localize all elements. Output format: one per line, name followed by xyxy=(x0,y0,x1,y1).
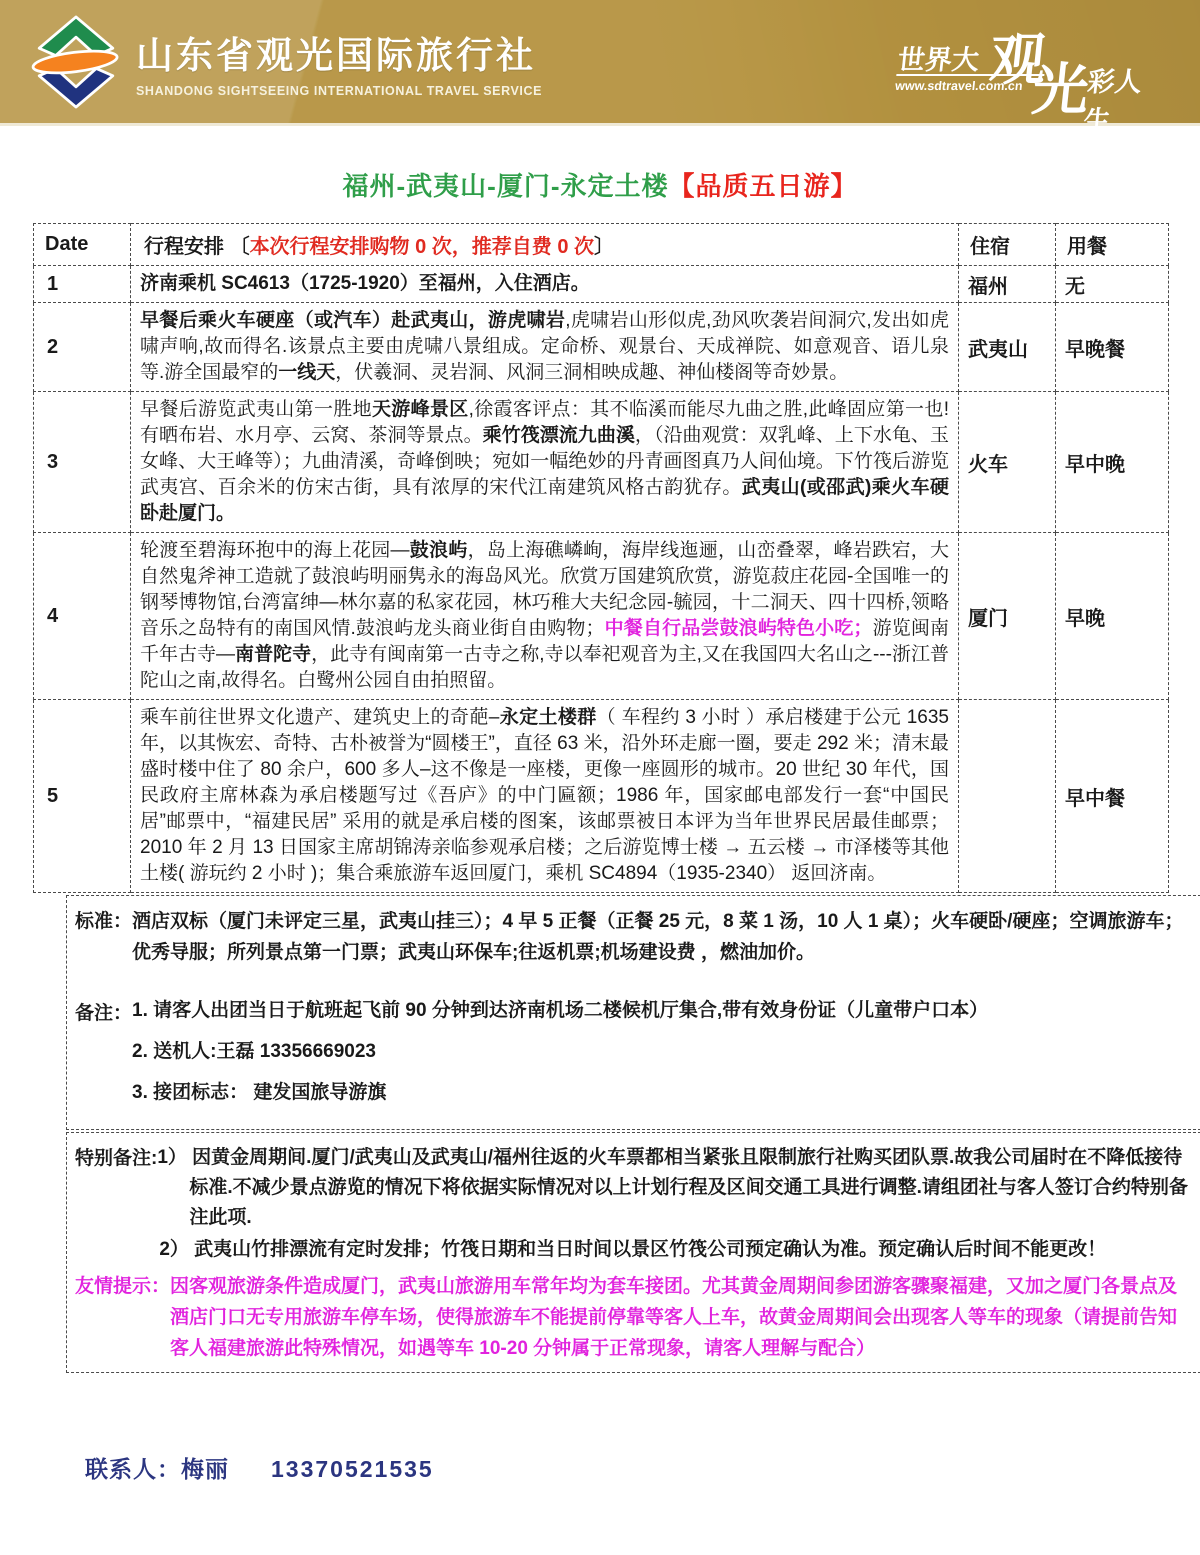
text-segment: 早餐后乘火车硬座（或汽车）赴武夷山，游虎啸岩 xyxy=(140,310,566,331)
friendly-tip-text: 因客观旅游条件造成厦门，武夷山旅游用车常年均为套车接团。尤其黄金周期间参团游客骤聚福建，又加之厦门各景点及酒店门口无专用旅游车停车场，使得旅游车不能提前停靠等客人上车，故黄金周期间会出现客人等车的现象（请提前告知客人福建旅游此特殊情况，如遇等车 10-20 分钟属于正常现象，请客人理解与配合） xyxy=(170,1276,1178,1359)
contact-name: 梅丽 xyxy=(181,1456,229,1482)
meals-value: 早晚餐 xyxy=(1056,303,1169,392)
text-segment: ，伏羲洞、灵岩洞、风洞三洞相映成趣、神仙楼阁等奇妙景。 xyxy=(335,362,849,383)
contact-phone: 13370521535 xyxy=(271,1456,434,1482)
itinerary-table xyxy=(33,223,1169,893)
friendly-tip-row xyxy=(75,1271,1190,1364)
notes-items xyxy=(132,998,988,1121)
itinerary-row-day-5 xyxy=(34,700,1169,893)
contact-label: 联系人： xyxy=(85,1456,181,1482)
slogan-char-guan: 观 xyxy=(986,28,1050,91)
itinerary-row-day-1 xyxy=(34,266,1169,303)
text-segment: ,虎啸岩山形似虎,劲风吹袭岩间洞穴,发出如虎啸声响,故而得名.该景点主要由虎啸八景组成。定命桥、观景台、天成禅院、如意观音、语儿泉等.游全国最窄的 xyxy=(140,310,949,383)
company-name-en: SHANDONG SIGHTSEEING INTERNATIONAL TRAVEL SERVICE xyxy=(136,84,543,98)
standards-notes-box xyxy=(66,895,1200,1130)
text-segment: 早餐后游览武夷山第一胜地 xyxy=(140,399,372,420)
meals-value: 早中餐 xyxy=(1056,700,1169,893)
text-segment: 武夷山(或邵武)乘火车硬卧赴厦门。 xyxy=(140,477,949,524)
special-notes-label: 特别备注: xyxy=(75,1148,158,1169)
special-notes-row xyxy=(75,1143,1190,1265)
company-identity xyxy=(136,25,542,98)
company-logo-icon xyxy=(30,14,122,110)
text-segment: （ 车程约 3 小时 ）承启楼建于公元 1635 年，以其恢宏、奇特、古朴被誉为“圆楼王”，直径 63 米，沿外环走廊一圈，要走 292 米；清末最盛时楼中住了 80 余户，600 多人–这不像是一座楼，更像一座圆形的城市。20 世纪 30 年代，国民政府主席林森为承启楼题写过《吾庐》的中门匾额；1986 年，国家邮电部发行一套“中国民居”邮票中，“福建民居” 采用的就是承启楼的图案，该邮票被日本评为当年世界民居最佳邮票；2010 年 2 月 13 日国家主席胡锦涛亲临参观承启楼；之后游览博士楼 → 五云楼 → 市泽楼等其他土楼( 游玩约 2 小时 )；集合乘旅游车返回厦门，乘机 SC4894（1935-2340） 返回济南。 xyxy=(140,707,949,884)
itinerary-text xyxy=(131,266,959,303)
title-badge: 【品质五日游】 xyxy=(668,171,858,201)
itinerary-text xyxy=(131,533,959,700)
meals-value: 无 xyxy=(1056,266,1169,303)
col-header-hotel: 住宿 xyxy=(959,224,1056,266)
itinerary-text xyxy=(131,700,959,893)
standards-text: 酒店双标（厦门未评定三星，武夷山挂三）；4 早 5 正餐（正餐 25 元，8 菜 1 汤，10 人 1 桌）；火车硬卧/硬座；空调旅游车；优秀导服；所列景点第一门票；武夷山环保车;往返机票;机场建设费 ，燃油加价。 xyxy=(132,911,1184,963)
slogan-prefix: 世界大 xyxy=(896,45,981,75)
text-segment: ，（沿曲观赏：双乳峰、上下水龟、玉女峰、大王峰等）；九曲清溪，奇峰倒映；宛如一幅绝妙的丹青画图真乃人间仙境。下竹筏后游览武夷宫、百余米的仿宋古街，具有浓厚的宋代江南建筑风格古韵犹存。 xyxy=(140,425,949,498)
hotel-value: 厦门 xyxy=(959,533,1056,700)
note-item: 3. 接团标志： 建发国旅导游旗 xyxy=(132,1082,387,1103)
contact-line xyxy=(85,1451,1200,1484)
hotel-value: 火车 xyxy=(959,392,1056,533)
special-notes-items xyxy=(157,1143,1190,1265)
text-segment: 济南乘机 SC4613（1725-1920）至福州，入住酒店。 xyxy=(140,273,590,294)
header-banner xyxy=(0,0,1200,136)
day-number: 5 xyxy=(34,700,131,893)
notes-row xyxy=(75,998,1190,1121)
bracket-close: 〕 xyxy=(594,236,615,258)
day-number: 4 xyxy=(34,533,131,700)
slogan-char-guang: 光 xyxy=(1029,58,1093,121)
itinerary-row-day-2 xyxy=(34,303,1169,392)
text-segment: 永定土楼群 xyxy=(499,707,597,728)
page-title xyxy=(0,166,1200,203)
header-slogan xyxy=(893,28,1166,136)
text-segment: 一线天 xyxy=(278,362,336,383)
standards-label: 标准： xyxy=(75,911,133,932)
text-segment: 乘竹筏漂流九曲溪 xyxy=(482,425,635,446)
standards-row xyxy=(75,906,1190,968)
hotel-value: 福州 xyxy=(959,266,1056,303)
special-note-item: 2） 武夷山竹排漂流有定时发排；竹筏日期和当日时间以景区竹筏公司预定确认为准。预定确认后时间不能更改！ xyxy=(159,1239,1107,1260)
col-header-itinerary xyxy=(131,224,959,266)
text-segment: 鼓浪屿 xyxy=(409,540,468,561)
meals-value: 早中晚 xyxy=(1056,392,1169,533)
day-number: 3 xyxy=(34,392,131,533)
highlight-segment: 中餐自行品尝鼓浪屿特色小吃； xyxy=(604,618,873,639)
bracket-open: 〔 xyxy=(229,236,250,258)
shopping-count-note: 本次行程安排购物 0 次，推荐自费 0 次 xyxy=(249,236,595,258)
special-note-item: 1） 因黄金周期间.厦门/武夷山及武夷山/福州往返的火车票都相当紧张且限制旅行社购买团队票.故我公司届时在不降低接待标准.不减少景点游览的情况下将依据实际情况对以上计划行程及区间交通工具进行调整.请组团社与客人签订合约特别备注此项. xyxy=(157,1147,1188,1228)
special-notes-box xyxy=(66,1132,1200,1373)
itinerary-row-day-3 xyxy=(34,392,1169,533)
notes-label: 备注： xyxy=(75,1003,133,1024)
text-segment: 乘车前往世界文化遗产、建筑史上的奇葩– xyxy=(140,707,500,728)
text-segment: 南普陀寺 xyxy=(235,644,312,665)
col-header-meals: 用餐 xyxy=(1056,224,1169,266)
company-name-cn: 山东省观光国际旅行社 xyxy=(136,35,536,76)
text-segment: 轮渡至碧海环抱中的海上花园— xyxy=(140,540,410,561)
text-segment: ，岛上海礁嶙峋，海岸线迤逦，山峦叠翠，峰岩跌宕，大自然鬼斧神工造就了鼓浪屿明丽隽永的海岛风光。欣赏万国建筑欣赏，游览菽庄花园-全国唯一的钢琴博物馆,台湾富绅—林尔嘉的私家花园，林巧稚大夫纪念园-毓园，十二洞天、四十四桥,领略音乐之岛特有的南国风情.鼓浪屿龙头商业街自由购物； xyxy=(140,540,949,639)
hotel-value xyxy=(959,700,1056,893)
day-number: 2 xyxy=(34,303,131,392)
meals-value: 早晚 xyxy=(1056,533,1169,700)
itinerary-header-label: 行程安排 xyxy=(144,236,224,258)
title-route: 福州-武夷山-厦门-永定土楼 xyxy=(342,171,669,201)
day-number: 1 xyxy=(34,266,131,303)
website-url: www.sdtravel.com.cn xyxy=(894,74,1044,93)
text-segment: 游览闽南千年古寺— xyxy=(140,618,949,665)
text-segment: ，此寺有闽南第一古寺之称,寺以奉祀观音为主,又在我国四大名山之---浙江普陀山之南,故得名。白鹭州公园自由拍照留。 xyxy=(140,644,949,691)
col-header-date: Date xyxy=(34,224,131,266)
text-segment: 天游峰景区 xyxy=(371,399,469,420)
text-segment: ,徐霞客评点：其不临溪而能尽九曲之胜,此峰固应第一也!有晒布岩、水月亭、云窝、茶洞等景点。 xyxy=(140,399,949,446)
slogan-suffix: 彩人生 xyxy=(1081,67,1144,136)
note-item: 1. 请客人出团当日于航班起飞前 90 分钟到达济南机场二楼候机厅集合,带有效身份证（儿童带户口本） xyxy=(132,1000,989,1021)
table-header-row xyxy=(34,224,1169,266)
note-item: 2. 送机人:王磊 13356669023 xyxy=(132,1041,376,1062)
itinerary-row-day-4 xyxy=(34,533,1169,700)
itinerary-text xyxy=(131,303,959,392)
hotel-value: 武夷山 xyxy=(959,303,1056,392)
friendly-tip-label: 友情提示： xyxy=(75,1276,171,1297)
itinerary-text xyxy=(131,392,959,533)
